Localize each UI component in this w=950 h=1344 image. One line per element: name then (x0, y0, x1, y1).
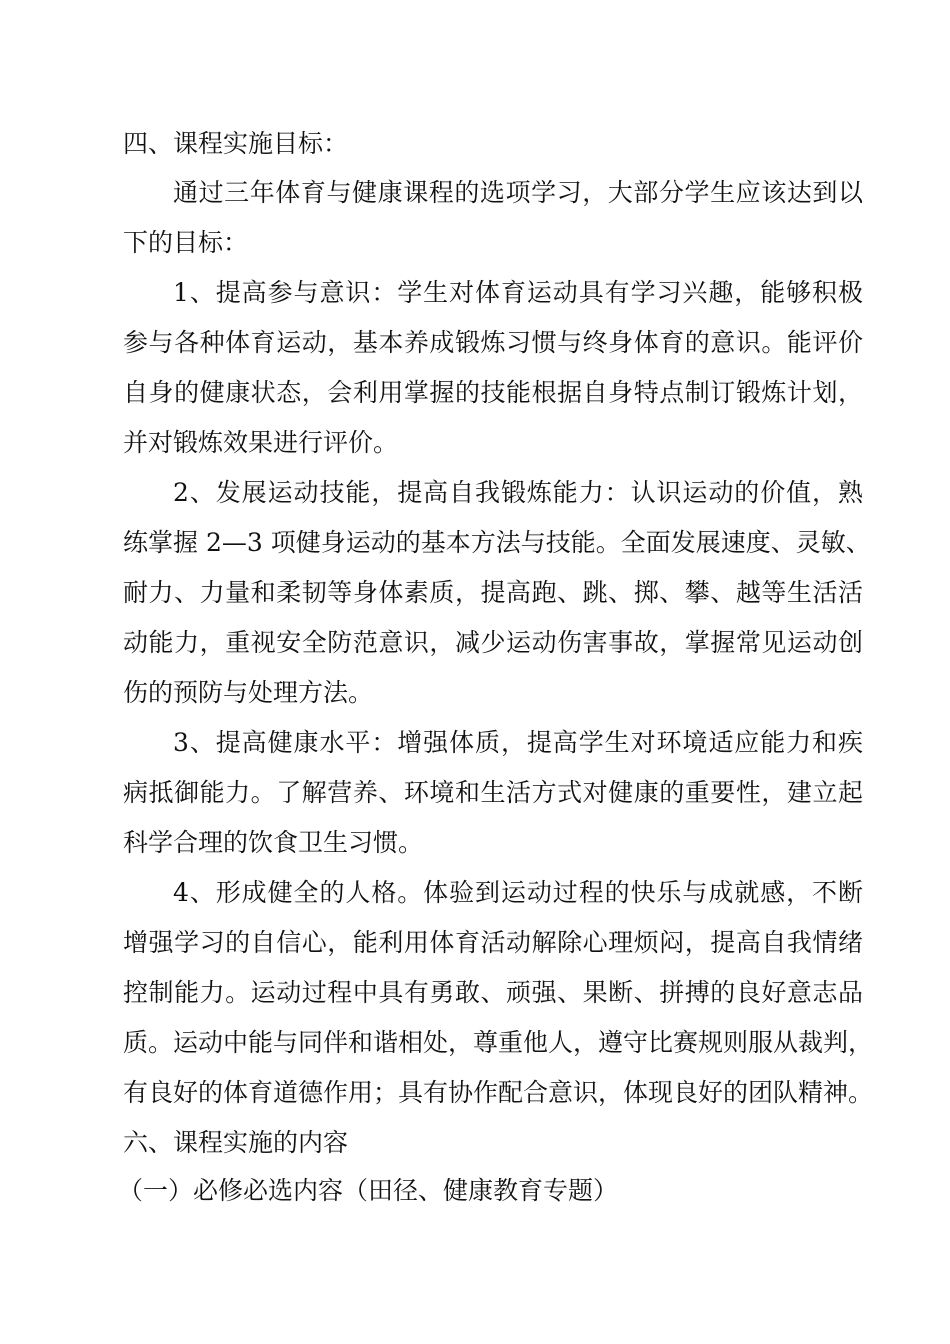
section-heading-6: 六、课程实施的内容 (123, 1128, 349, 1157)
goal-4-line: 有良好的体育道德作用；具有协作配合意识，体现良好的团队精神。 (123, 1078, 874, 1107)
goal-2-line: 耐力、力量和柔韧等身体素质，提高跑、跳、掷、攀、越等生活活 (123, 578, 863, 607)
intro-paragraph-line: 下的目标： (123, 228, 249, 257)
goal-2-line: 2、发展运动技能，提高自我锻炼能力：认识运动的价值，熟 (173, 478, 863, 507)
goal-3-line: 3、提高健康水平：增强体质，提高学生对环境适应能力和疾 (173, 728, 863, 757)
subsection-heading: （一）必修必选内容（田径、健康教育专题） (118, 1176, 619, 1205)
goal-3-line: 病抵御能力。了解营养、环境和生活方式对健康的重要性，建立起 (123, 778, 863, 807)
goal-4-line: 增强学习的自信心，能利用体育活动解除心理烦闷，提高自我情绪 (123, 928, 863, 957)
goal-1-line: 并对锻炼效果进行评价。 (123, 428, 399, 457)
goal-4-line: 质。运动中能与同伴和谐相处，尊重他人，遵守比赛规则服从裁判， (123, 1028, 874, 1057)
goal-2-line: 动能力，重视安全防范意识，减少运动伤害事故，掌握常见运动创 (123, 628, 863, 657)
section-heading-4: 四、课程实施目标： (123, 129, 349, 158)
goal-2-line: 练掌握 2—3 项健身运动的基本方法与技能。全面发展速度、灵敏、 (123, 528, 871, 557)
goal-1-line: 自身的健康状态，会利用掌握的技能根据自身特点制订锻炼计划， (123, 378, 863, 407)
goal-1-line: 参与各种体育运动，基本养成锻炼习惯与终身体育的意识。能评价 (123, 328, 863, 357)
goal-1-line: 1、提高参与意识：学生对体育运动具有学习兴趣，能够积极 (173, 278, 863, 307)
intro-paragraph-line: 通过三年体育与健康课程的选项学习，大部分学生应该达到以 (173, 178, 863, 207)
goal-4-line: 4、形成健全的人格。体验到运动过程的快乐与成就感，不断 (173, 878, 863, 907)
goal-4-line: 控制能力。运动过程中具有勇敢、顽强、果断、拼搏的良好意志品 (123, 978, 863, 1007)
goal-2-line: 伤的预防与处理方法。 (123, 678, 374, 707)
goal-3-line: 科学合理的饮食卫生习惯。 (123, 828, 424, 857)
